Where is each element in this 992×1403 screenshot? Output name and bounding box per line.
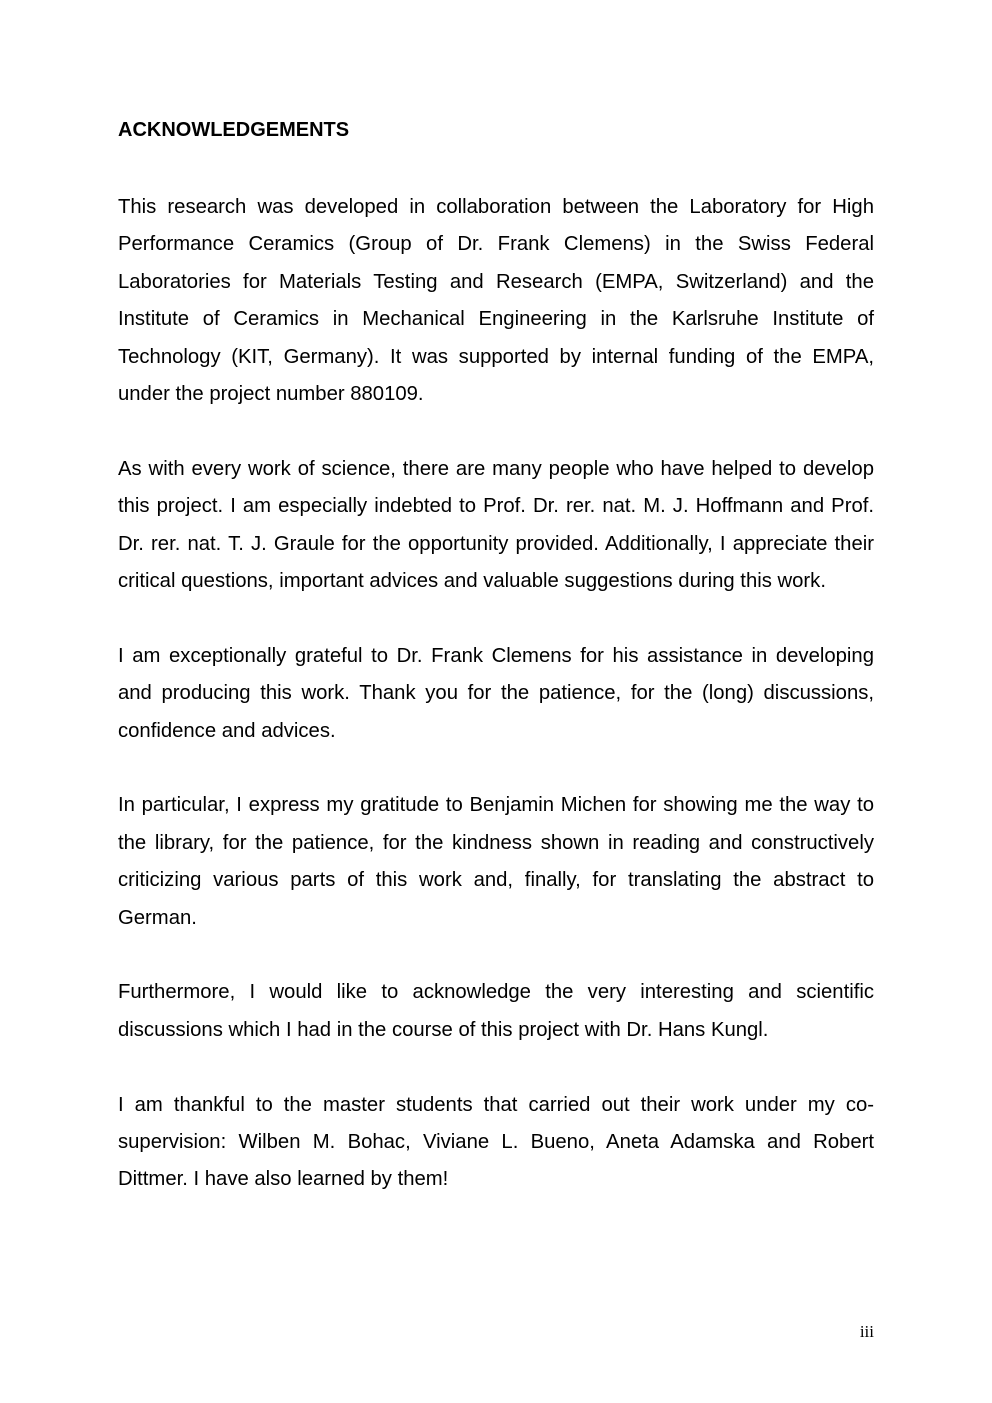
paragraph-collaboration: This research was developed in collaboration between the Laboratory for High Performance Ceramics (Group of Dr. Frank Clemens) in the Swiss Federal Laboratories for Materials Testing and Research (EMPA, Switzerland) and the Institute of Ceramics in Mechanical Engineering in the Karlsruhe Institute of Technology (KIT, Germany). It was supported by internal funding of the EMPA, under the project number 880109. [118, 196, 874, 406]
paragraph-supervisors: As with every work of science, there are many people who have helped to develop this project. I am especially indebted to Prof. Dr. rer. nat. M. J. Hoffmann and Prof. Dr. rer. nat. T. J. Graule for the opportunity provided. Additionally, I appreciate their critical questions, important advices and valuable suggestions during this work. [118, 457, 874, 593]
document-page [118, 114, 874, 1236]
paragraph-clemens: I am exceptionally grateful to Dr. Frank Clemens for his assistance in developing and producing this work. Thank you for the patience, for the (long) discussions, confidence and advices. [118, 644, 874, 742]
paragraph-students: I am thankful to the master students that carried out their work under my co-supervision: Wilben M. Bohac, Viviane L. Bueno, Aneta Adamska and Robert Dittmer. I have also learned by them! [118, 1093, 874, 1191]
paragraph-michen: In particular, I express my gratitude to Benjamin Michen for showing me the way to the library, for the patience, for the kindness shown in reading and constructively criticizing various parts of this work and, finally, for translating the abstract to German. [118, 794, 874, 929]
page-number: iii [859, 1322, 874, 1341]
section-heading: ACKNOWLEDGEMENTS [118, 119, 350, 141]
paragraph-kungl: Furthermore, I would like to acknowledge the very interesting and scientific discussions which I had in the course of this project with Dr. Hans Kungl. [118, 981, 874, 1041]
